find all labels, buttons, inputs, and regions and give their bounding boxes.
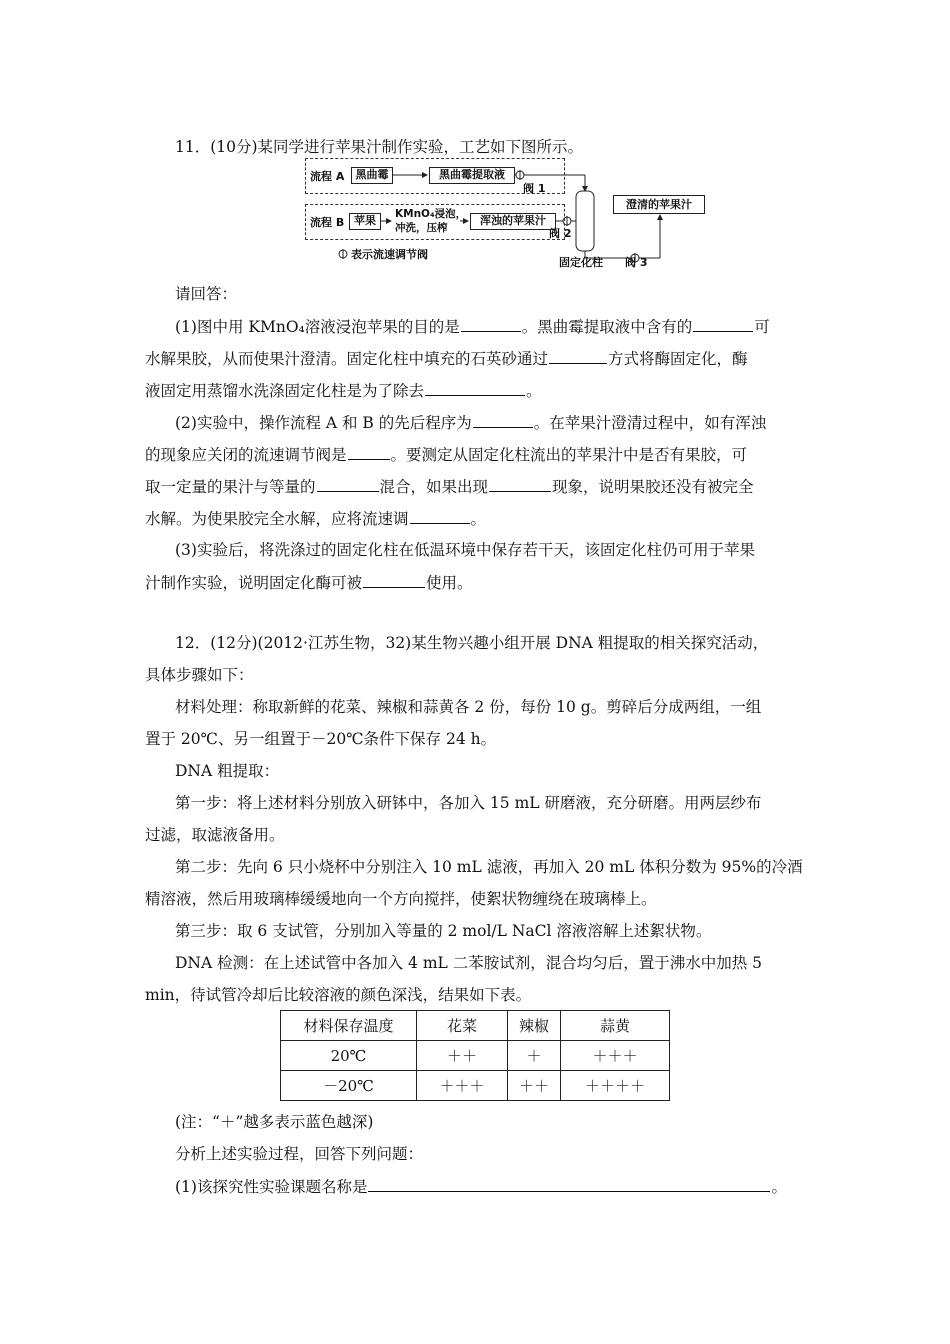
answer-blank[interactable] [549, 348, 607, 364]
table-header-cell: 花菜 [417, 1011, 508, 1041]
process-diagram [305, 155, 715, 270]
q12-line9: 精溶液，然后用玻璃棒缓缓地向一个方向搅拌，使絮状物缠绕在玻璃棒上。 [145, 890, 657, 908]
q11-p2-line2 [145, 444, 747, 465]
table-cell: －20℃ [281, 1071, 417, 1101]
answer-blank[interactable] [317, 476, 379, 492]
q12-line6: 第一步：将上述材料分别放入研钵中，各加入 15 mL 研磨液，充分研磨。用两层纱布 [175, 794, 762, 812]
table-cell: ＋ [508, 1041, 561, 1071]
text-span: 水解果胶，从而使果汁澄清。固定化柱中填充的石英砂通过 [145, 350, 549, 368]
q12-line8: 第二步：先向 6 只小烧杯中分别注入 10 mL 滤液，再加入 20 mL 体积分数为 95%的冷酒 [175, 858, 803, 876]
flow-a-label: 流程 A [310, 170, 345, 183]
text-span: 汁制作实验，说明固定化酶可被 [145, 574, 363, 592]
answer-blank[interactable] [425, 380, 525, 396]
process-step-line1: KMnO₄浸泡， [395, 208, 467, 220]
box-apple: 苹果 [349, 213, 381, 230]
text-span: (1)该探究性实验课题名称是 [175, 1178, 368, 1196]
legend-label: 表示流速调节阀 [351, 248, 428, 261]
q11-p2-line4 [145, 508, 486, 529]
valve-2-label: 阀 2 [549, 227, 572, 240]
text-span: 。要测定从固定化柱流出的苹果汁中是否有果胶，可 [390, 446, 748, 464]
results-table [280, 1010, 670, 1101]
q11-p1-line2 [145, 348, 748, 369]
table-row [281, 1071, 670, 1101]
text-span: 的现象应关闭的流速调节阀是 [145, 446, 347, 464]
table-header-cell: 材料保存温度 [281, 1011, 417, 1041]
q11-p1-line3 [145, 380, 542, 401]
text-span: 。 [526, 382, 542, 400]
q12-line1: 12．(12分)(2012·江苏生物，32)某生物兴趣小组开展 DNA 粗提取的相关探究活动， [175, 634, 769, 652]
q11-p1-line1 [175, 316, 770, 337]
q12-analysis: 分析上述实验过程，回答下列问题： [175, 1145, 424, 1163]
text-span: 混合，如果出现 [379, 478, 489, 496]
text-span: 。在苹果汁澄清过程中，如有浑浊 [533, 414, 767, 432]
table-cell: 20℃ [281, 1041, 417, 1071]
q11-p3-line1: (3)实验后，将洗涤过的固定化柱在低温环境中保存若干天，该固定化柱仍可用于苹果 [175, 541, 755, 559]
legend-valve-icon [339, 249, 347, 259]
box-extract: 黑曲霉提取液 [429, 167, 515, 184]
text-span: 使用。 [426, 574, 473, 592]
text-span: 现象，说明果胶还没有被完全 [552, 478, 754, 496]
text-span: 取一定量的果汁与等量的 [145, 478, 316, 496]
text-span: 。黑曲霉提取液中含有的 [521, 318, 693, 336]
text-span: (1)图中用 KMnO₄溶液浸泡苹果的目的是 [175, 318, 460, 336]
flow-b-label: 流程 B [310, 216, 345, 229]
q11-header: 11．(10分)某同学进行苹果汁制作实验，工艺如下图所示。 [175, 138, 584, 156]
answer-blank[interactable] [693, 316, 753, 332]
table-row [281, 1041, 670, 1071]
table-cell: ＋＋＋ [561, 1041, 670, 1071]
text-span: 。 [470, 510, 487, 528]
q12-p1 [175, 1176, 787, 1197]
answer-blank[interactable] [363, 572, 425, 588]
process-step-line2: 冲洗，压榨 [395, 222, 448, 234]
table-cell: ＋＋＋＋ [561, 1071, 670, 1101]
q12-line5: DNA 粗提取： [175, 762, 280, 780]
text-span: 液固定用蒸馏水洗涤固定化柱是为了除去 [145, 382, 425, 400]
text-span: (2)实验中，操作流程 A 和 B 的先后程序为 [175, 414, 472, 432]
q12-line7: 过滤，取滤液备用。 [145, 826, 285, 844]
answer-blank[interactable] [410, 508, 470, 524]
q12-line10: 第三步：取 6 支试管，分别加入等量的 2 mol/L NaCl 溶液溶解上述絮状物。 [175, 922, 712, 940]
q12-line12: min，待试管冷却后比较溶液的颜色深浅，结果如下表。 [145, 986, 532, 1004]
column-label: 固定化柱 [559, 256, 603, 269]
q11-p2-line1 [175, 412, 766, 433]
box-heiqumei: 黑曲霉 [351, 167, 393, 184]
table-header-row [281, 1011, 670, 1041]
answer-blank[interactable] [473, 412, 533, 428]
answer-blank[interactable] [461, 316, 521, 332]
text-span: 可 [754, 318, 770, 336]
q12-line11: DNA 检测：在上述试管中各加入 4 mL 二苯胺试剂，混合均匀后，置于沸水中加热 5 [175, 954, 763, 972]
table-cell: ＋＋＋ [417, 1071, 508, 1101]
q11-prompt: 请回答： [175, 285, 238, 303]
answer-blank[interactable] [368, 1176, 770, 1192]
table-cell: ＋＋ [417, 1041, 508, 1071]
q12-line3: 材料处理：称取新鲜的花菜、辣椒和蒜黄各 2 份，每份 10 g。剪碎后分成两组，一组 [175, 698, 762, 716]
answer-blank[interactable] [348, 444, 390, 460]
box-turbid-juice: 浑浊的苹果汁 [470, 213, 556, 230]
table-cell: ＋＋ [508, 1071, 561, 1101]
q11-p2-line3 [145, 476, 754, 497]
valve-1-label: 阀 1 [523, 182, 546, 195]
answer-blank[interactable] [489, 476, 551, 492]
box-clear-juice: 澄清的苹果汁 [613, 195, 705, 214]
valve-3-label: 阀 3 [625, 256, 648, 269]
table-header-cell: 辣椒 [508, 1011, 561, 1041]
q12-note: (注：“＋”越多表示蓝色越深) [175, 1113, 374, 1131]
table-header-cell: 蒜黄 [561, 1011, 670, 1041]
text-span: 水解。为使果胶完全水解，应将流速调 [145, 510, 409, 528]
text-span: 方式将酶固定化，酶 [608, 350, 748, 368]
q12-line2: 具体步骤如下： [145, 666, 254, 684]
q11-p3-line2 [145, 572, 473, 593]
text-span: 。 [771, 1178, 787, 1196]
q12-line4: 置于 20℃、另一组置于－20℃条件下保存 24 h。 [145, 730, 497, 748]
